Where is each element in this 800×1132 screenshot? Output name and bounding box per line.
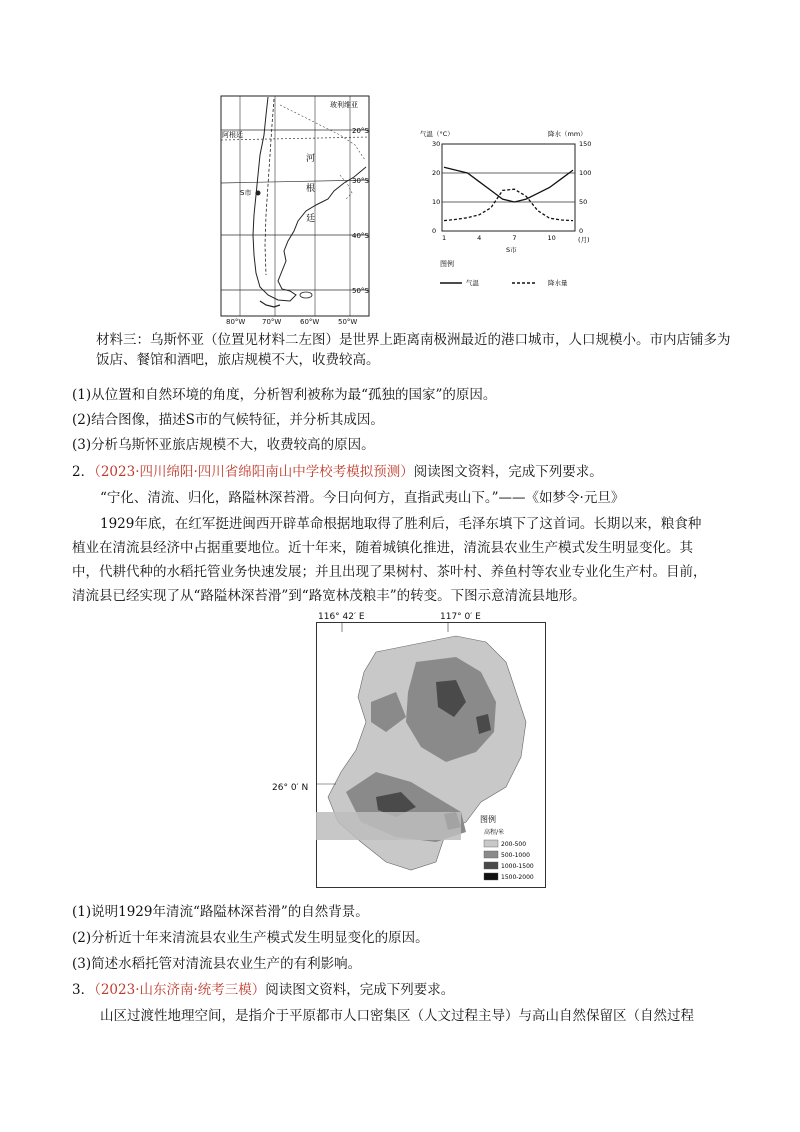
lat-label: 50°S (352, 287, 369, 295)
right-axis-label: 降水（mm） (548, 130, 587, 138)
x-axis-label: S市 (506, 246, 517, 254)
legend-series-label: 降水量 (548, 279, 568, 287)
item-3-heading (72, 980, 732, 1000)
lon-label: 116° 42′ E (318, 612, 365, 622)
question-2-1: (1)说明1929年清流“路隘林深苔滑”的自然背景。 (72, 904, 369, 920)
source-tag: （2023·山东济南·统考三模） (94, 982, 266, 998)
item-number: 2． (72, 464, 95, 480)
paragraph-line: 植业在清流县经济中占据重要地位。近十年来，随着城镇化推进，清流县农业生产模式发生明显变化。其 (72, 540, 693, 556)
lat-label: 26° 0′ N (272, 783, 309, 793)
item-2-heading (72, 462, 732, 482)
right-tick-label: 0 (579, 227, 584, 235)
x-tick-label: 4 (477, 234, 482, 242)
lon-label: 60°W (300, 318, 320, 326)
legend-swatch (484, 873, 498, 880)
x-tick-label: 7 (512, 234, 517, 242)
x-tick-label: 10 (547, 234, 556, 242)
paragraph-line: 中，代耕代种的水稻托管业务快速发展；并且出现了果树村、茶叶村、养鱼村等农业专业化生产村。目前， (72, 564, 707, 580)
left-tick-label: 10 (432, 198, 441, 206)
paragraph-line: 1929年底，在红军挺进闽西开辟革命根据地取得了胜利后，毛泽东填下了这首词。长期以来，粮食种 (100, 516, 702, 532)
paragraph-line: 山区过渡性地理空间，是指介于平原都市人口密集区（人文过程主导）与高山自然保留区（自然过程 (100, 1008, 694, 1024)
question-2-2: (2)分析近十年来清流县农业生产模式发生明显变化的原因。 (72, 930, 429, 946)
country-label-char: 河 (306, 154, 316, 164)
map-legend-unit: 高程/米 (484, 829, 505, 836)
legend-label: 500-1000 (501, 852, 530, 859)
instruction: 阅读图文资料，完成下列要求。 (413, 464, 603, 480)
lon-label: 70°W (262, 318, 282, 326)
item-number: 3． (72, 982, 95, 998)
question-2-3: (3)简述水稻托管对清流县农业生产的有利影响。 (72, 956, 362, 972)
qingliu-terrain-map (316, 622, 546, 888)
lon-label: 80°W (226, 318, 246, 326)
legend-swatch (484, 862, 498, 869)
lon-label: 117° 0′ E (440, 612, 481, 622)
poem-line: “宁化、清流、归化，路隘林深苔滑。今日向何方，直指武夷山下。”——《如梦令·元旦》 (100, 490, 625, 506)
legend-series-label: 气温 (466, 279, 479, 287)
south-america-map (220, 95, 370, 315)
question-1-1: (1)从位置和自然环境的角度，分析智利被称为最“孤独的国家”的原因。 (72, 387, 497, 403)
climate-chart (420, 128, 610, 288)
series-line-precipitation (444, 189, 573, 220)
series-line-temperature (444, 167, 573, 202)
right-tick-label: 50 (579, 198, 588, 206)
question-1-2: (2)结合图像，描述S市的气候特征，并分析其成因。 (72, 412, 384, 428)
material-3-text: 材料三：乌斯怀亚（位置见材料二左图）是世界上距离南极洲最近的港口城市，人口规模小。市内店铺多为饭店、餐馆和酒吧，旅店规模不大，收费较高。 (96, 332, 731, 368)
map-region-label: 玻利维亚 (330, 101, 358, 109)
country-label-char: 根 (306, 184, 316, 194)
left-tick-label: 0 (432, 227, 437, 235)
legend-swatch (484, 851, 498, 858)
country-label-char: 廷 (306, 214, 316, 224)
x-tick-label: 1 (442, 234, 447, 242)
left-tick-label: 30 (432, 140, 441, 148)
s-city-label: S市 (240, 189, 252, 197)
left-axis-label: 气温（°C） (420, 130, 454, 138)
lon-label: 50°W (338, 318, 358, 326)
right-tick-label: 150 (579, 140, 592, 148)
lat-label: 20°S (352, 127, 369, 135)
paragraph-line: 清流县已经实现了从“路隘林深苔滑”到“路宽林茂粮丰”的转变。下图示意清流县地形。 (72, 588, 586, 604)
map-region-label: 阿根廷 (222, 131, 243, 139)
source-tag: （2023·四川绵阳·四川省绵阳南山中学校考模拟预测） (94, 464, 414, 480)
lat-label: 30°S (352, 177, 369, 185)
left-tick-label: 20 (432, 169, 441, 177)
question-1-3: (3)分析乌斯怀亚旅店规模不大，收费较高的原因。 (72, 437, 375, 453)
instruction: 阅读图文资料，完成下列要求。 (265, 982, 455, 998)
material-3-paragraph (96, 330, 736, 370)
legend-label: 1000-1500 (501, 863, 534, 870)
right-tick-label: 100 (579, 169, 592, 177)
legend-label: 200-500 (501, 841, 527, 848)
legend-title: 图例 (440, 260, 454, 268)
x-unit-label: (月) (578, 236, 590, 244)
legend-label: 1500-2000 (501, 874, 534, 881)
lat-label: 40°S (352, 232, 369, 240)
legend-swatch (484, 840, 498, 847)
map-legend-title: 图例 (480, 815, 496, 824)
